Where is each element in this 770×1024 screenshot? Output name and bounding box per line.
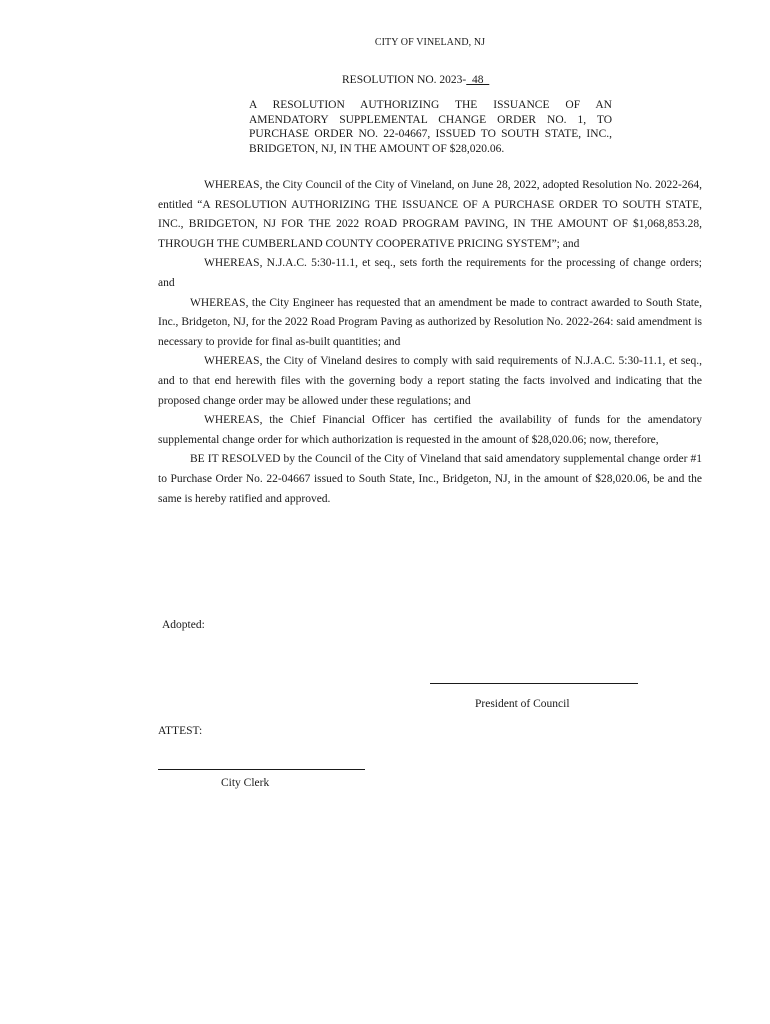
paragraph-6: BE IT RESOLVED by the Council of the City of Vineland that said amendatory supplemental change order #1 to Purchase Order No. 22-04667 issued to South State, Inc., Bridgeton, NJ, in the amount of $28,020.06, be and the same is hereby ratified and approved. [158, 453, 702, 505]
attest-label: ATTEST: [158, 725, 203, 737]
resolution-body [158, 176, 702, 509]
city-header: CITY OF VINELAND, NJ [374, 37, 486, 48]
president-label: President of Council [475, 698, 570, 710]
clerk-signature-line [158, 769, 365, 770]
paragraph-5: WHEREAS, the Chief Financial Officer has certified the availability of funds for the amendatory supplemental change order for which authorization is requested in the amount of $28,020.06; now, therefore, [158, 414, 702, 446]
resolution-num: 48 [466, 74, 490, 86]
clerk-label: City Clerk [221, 777, 270, 789]
resolution-title: A RESOLUTION AUTHORIZING THE ISSUANCE OF AN AMENDATORY SUPPLEMENTAL CHANGE ORDER NO. 1, TO PURCHASE ORDER NO. 22-04667, ISSUED TO SOUTH STATE, INC., BRIDGETON, NJ, IN THE AMOUNT OF $28,020.06. [249, 99, 612, 155]
president-signature-line [430, 683, 638, 684]
paragraph-1: WHEREAS, the City Council of the City of Vineland, on June 28, 2022, adopted Resolution No. 2022-264, entitled “A RESOLUTION AUTHORIZING THE ISSUANCE OF A PURCHASE ORDER TO SOUTH STATE, INC., BRIDGETON, NJ FOR THE 2022 ROAD PROGRAM PAVING, IN THE AMOUNT OF $1,068,853.28, THROUGH THE CUMBERLAND COUNTY COOPERATIVE PRICING SYSTEM”; and [158, 179, 702, 250]
adopted-label: Adopted: [162, 619, 205, 631]
paragraph-3: WHEREAS, the City Engineer has requested that an amendment be made to contract awarded to South State, Inc., Bridgeton, NJ, for the 2022 Road Program Paving as authorized by Resolution No. 2022-264: said amendment is necessary to provide for final as-built quantities; and [158, 296, 702, 348]
resolution-number [342, 74, 489, 86]
paragraph-4: WHEREAS, the City of Vineland desires to comply with said requirements of N.J.A.C. 5:30-11.1, et seq., and to that end herewith files with the governing body a report stating the facts involved and indicating that the proposed change order may be allowed under these regulations; and [158, 355, 702, 407]
paragraph-2: WHEREAS, N.J.A.C. 5:30-11.1, et seq., sets forth the requirements for the processing of change orders; and [158, 257, 702, 289]
resolution-label: RESOLUTION NO. 2023- [342, 74, 467, 86]
